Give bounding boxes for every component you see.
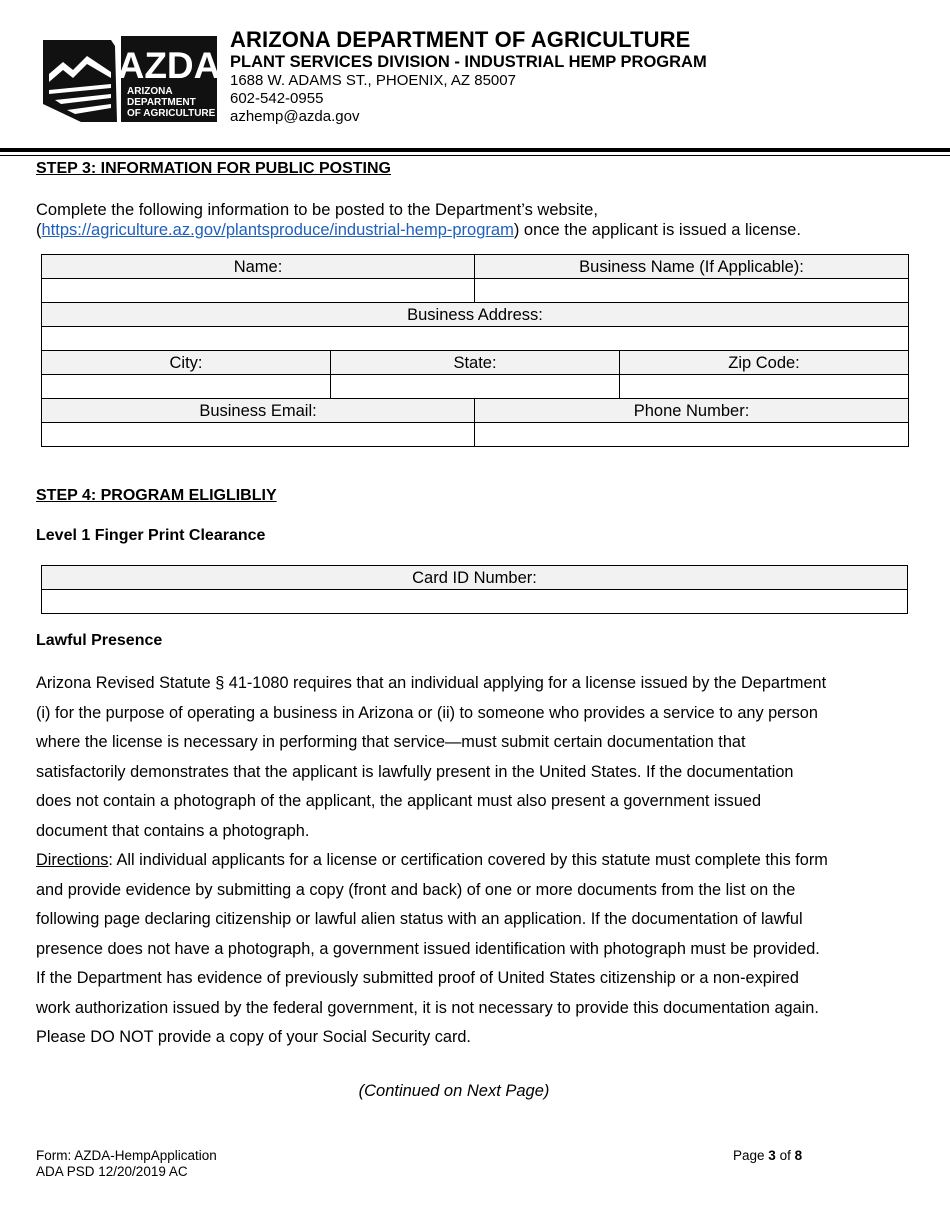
header-rule-thick <box>0 148 950 152</box>
city-field[interactable] <box>42 375 331 399</box>
azda-logo-icon <box>41 34 217 122</box>
statute-line: (i) for the purpose of operating a business in Arizona or (ii) to someone who provides a service to any person <box>36 703 818 722</box>
lawful-presence-heading: Lawful Presence <box>36 632 163 649</box>
name-field[interactable] <box>42 279 475 303</box>
statute-line: satisfactorily demonstrates that the applicant is lawfully present in the United States. If the documentation <box>36 762 794 781</box>
directions-line: Please DO NOT provide a copy of your Social Security card. <box>36 1028 471 1046</box>
statute-line: document that contains a photograph. <box>36 821 310 840</box>
footer-form-name: Form: AZDA-HempApplication <box>36 1148 217 1163</box>
directions-line: presence does not have a photograph, a government issued identification with photograph must be provided. <box>36 939 820 958</box>
step3-heading: STEP 3: INFORMATION FOR PUBLIC POSTING <box>36 160 391 177</box>
phone-number-field[interactable] <box>475 423 909 447</box>
header-rule-thin <box>0 155 950 156</box>
logo-subtext-2: DEPARTMENT <box>127 97 196 108</box>
business-name-label: Business Name (If Applicable): <box>475 255 909 279</box>
name-label: Name: <box>42 255 475 279</box>
phone-number-label: Phone Number: <box>475 399 909 423</box>
business-email-label: Business Email: <box>42 399 475 423</box>
card-id-label: Card ID Number: <box>42 566 908 590</box>
header-subtitle: PLANT SERVICES DIVISION - INDUSTRIAL HEMP PROGRAM <box>230 53 707 71</box>
statute-line: does not contain a photograph of the applicant, the applicant must also present a government issued <box>36 792 761 810</box>
directions-line: Directions: All individual applicants for a license or certification covered by this statute must complete this form <box>36 851 828 869</box>
page-number: Page 3 of 8 <box>733 1148 803 1163</box>
directions-line: following page declaring citizenship or lawful alien status with an application. If the documentation of lawful <box>36 910 803 928</box>
business-address-label: Business Address: <box>42 303 909 327</box>
card-id-field[interactable] <box>42 590 908 614</box>
logo-text: AZDA <box>117 45 217 86</box>
zip-label: Zip Code: <box>620 351 909 375</box>
footer-form-version: ADA PSD 12/20/2019 AC <box>36 1164 188 1179</box>
state-field[interactable] <box>331 375 620 399</box>
hemp-program-link[interactable]: https://agriculture.az.gov/plantsproduce/industrial-hemp-program <box>41 221 514 239</box>
header-email[interactable]: azhemp@azda.gov <box>230 108 360 125</box>
header-address: 1688 W. ADAMS ST., PHOENIX, AZ 85007 <box>230 72 516 89</box>
azda-logo <box>41 34 217 122</box>
directions-line: If the Department has evidence of previously submitted proof of United States citizenship or a non-expired <box>36 969 799 987</box>
logo-subtext-1: ARIZONA <box>127 86 173 97</box>
directions-line: and provide evidence by submitting a copy (front and back) of one or more documents from the list on the <box>36 880 796 899</box>
header-title: ARIZONA DEPARTMENT OF AGRICULTURE <box>230 27 691 52</box>
public-posting-table <box>41 254 909 447</box>
step3-intro-line2: (https://agriculture.az.gov/plantsproduce/industrial-hemp-program) once the applicant is issued a license. <box>36 221 801 239</box>
header-phone: 602-542-0955 <box>230 90 324 107</box>
lawful-presence-text <box>36 669 896 1053</box>
directions-label: Directions <box>36 851 109 869</box>
card-id-table <box>41 565 908 614</box>
business-name-field[interactable] <box>475 279 909 303</box>
statute-line: where the license is necessary in performing that service—must submit certain documentation that <box>36 733 746 751</box>
step3-intro-line1: Complete the following information to be posted to the Department’s website, <box>36 201 598 219</box>
state-label: State: <box>331 351 620 375</box>
logo-subtext-3: OF AGRICULTURE <box>127 108 216 119</box>
city-label: City: <box>42 351 331 375</box>
zip-field[interactable] <box>620 375 909 399</box>
continued-note: (Continued on Next Page) <box>358 1082 550 1100</box>
business-email-field[interactable] <box>42 423 475 447</box>
fingerprint-heading: Level 1 Finger Print Clearance <box>36 527 266 544</box>
statute-line: Arizona Revised Statute § 41-1080 requires that an individual applying for a license issued by the Department <box>36 674 827 692</box>
business-address-field[interactable] <box>42 327 909 351</box>
step4-heading: STEP 4: PROGRAM ELIGLIBLIY <box>36 487 277 504</box>
directions-line: work authorization issued by the federal government, it is not necessary to provide this documentation again. <box>36 998 819 1017</box>
